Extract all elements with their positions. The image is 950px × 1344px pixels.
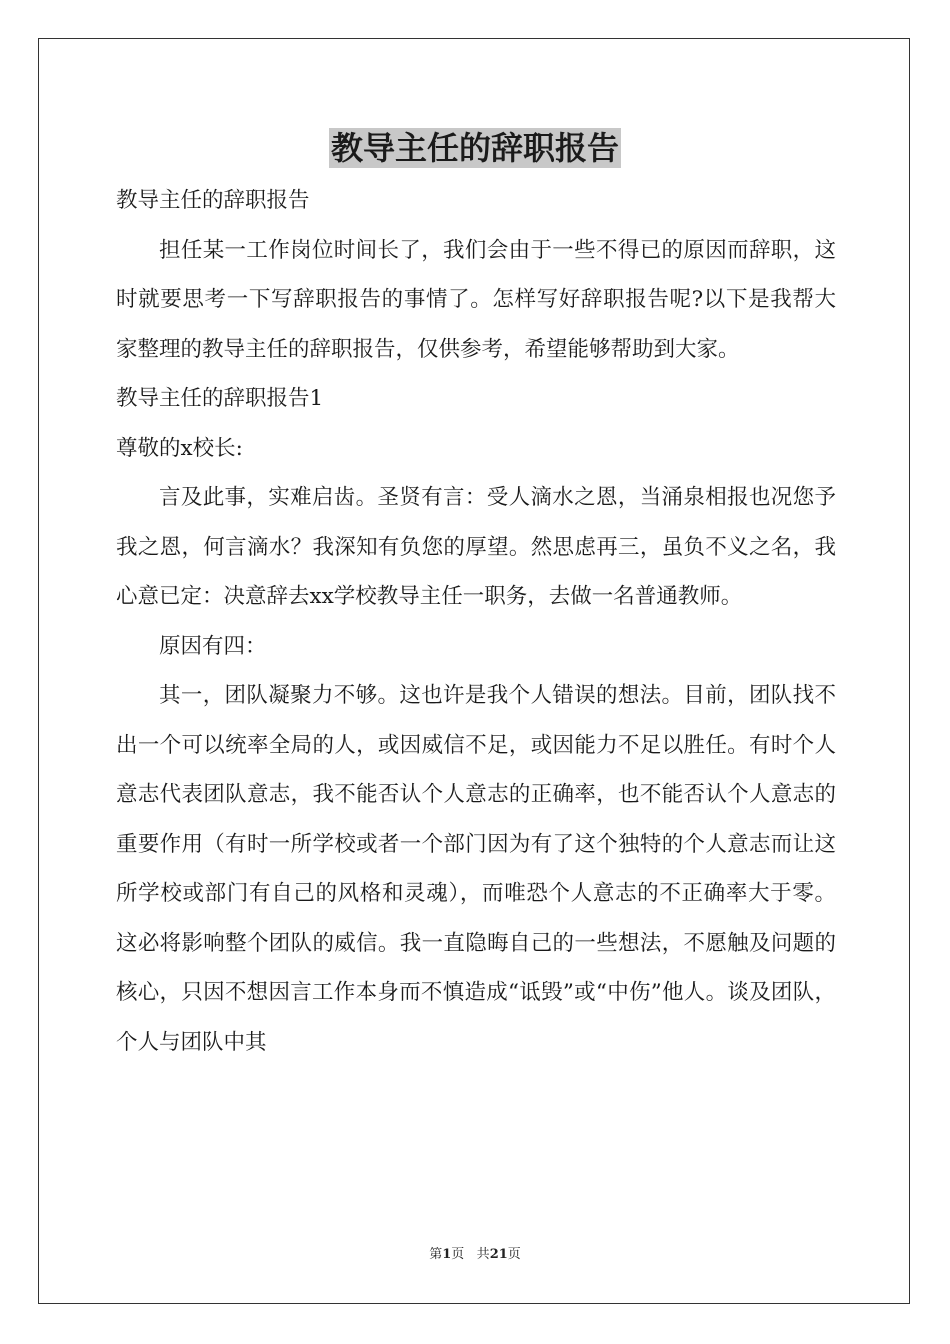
total-pages: 21 [489,1247,508,1262]
paragraph: 尊敬的x校长: [116,435,243,461]
document-body [116,176,836,1067]
page-footer [0,1246,950,1264]
title-container [0,128,950,168]
page-prefix: 第 [429,1247,443,1262]
total-suffix: 页 [507,1247,521,1262]
paragraph: 担任某一工作岗位时间长了，我们会由于一些不得已的原因而辞职，这时就要思考一下写辞职报告的事情了。怎样写好辞职报告呢?以下是我帮大家整理的教导主任的辞职报告，仅供参考，希望能够帮助到大家。 [116,237,836,362]
paragraph: 教导主任的辞职报告1 [116,386,324,411]
paragraph: 言及此事，实难启齿。圣贤有言：受人滴水之恩，当涌泉相报也况您予我之恩，何言滴水？我深知有负您的厚望。然思虑再三，虽负不义之名，我心意已定：决意辞去xx学校教导主任一职务，去做一名普通教师。 [116,485,836,609]
paragraph: 教导主任的辞职报告 [116,188,310,213]
page-suffix: 页 [451,1247,465,1262]
document-title: 教导主任的辞职报告 [330,129,619,167]
paragraph: 其一，团队凝聚力不够。这也许是我个人错误的想法。目前，团队找不出一个可以统率全局的人，或因威信不足，或因能力不足以胜任。有时个人意志代表团队意志，我不能否认个人意志的正确率，也不能否认个人意志的重要作用（有时一所学校或者一个部门因为有了这个独特的个人意志而让这所学校或部门有自己的风格和灵魂），而唯恐个人意志的不正确率大于零。这必将影响整个团队的威信。我一直隐晦自己的一些想法，不愿触及问题的核心，只因不想因言工作本身而不慎造成“诋毁”或“中伤”他人。谈及团队，个人与团队中其 [116,683,836,1055]
page-number: 1 [442,1247,452,1262]
paragraph: 原因有四： [159,633,267,659]
total-prefix: 共 [476,1247,490,1262]
